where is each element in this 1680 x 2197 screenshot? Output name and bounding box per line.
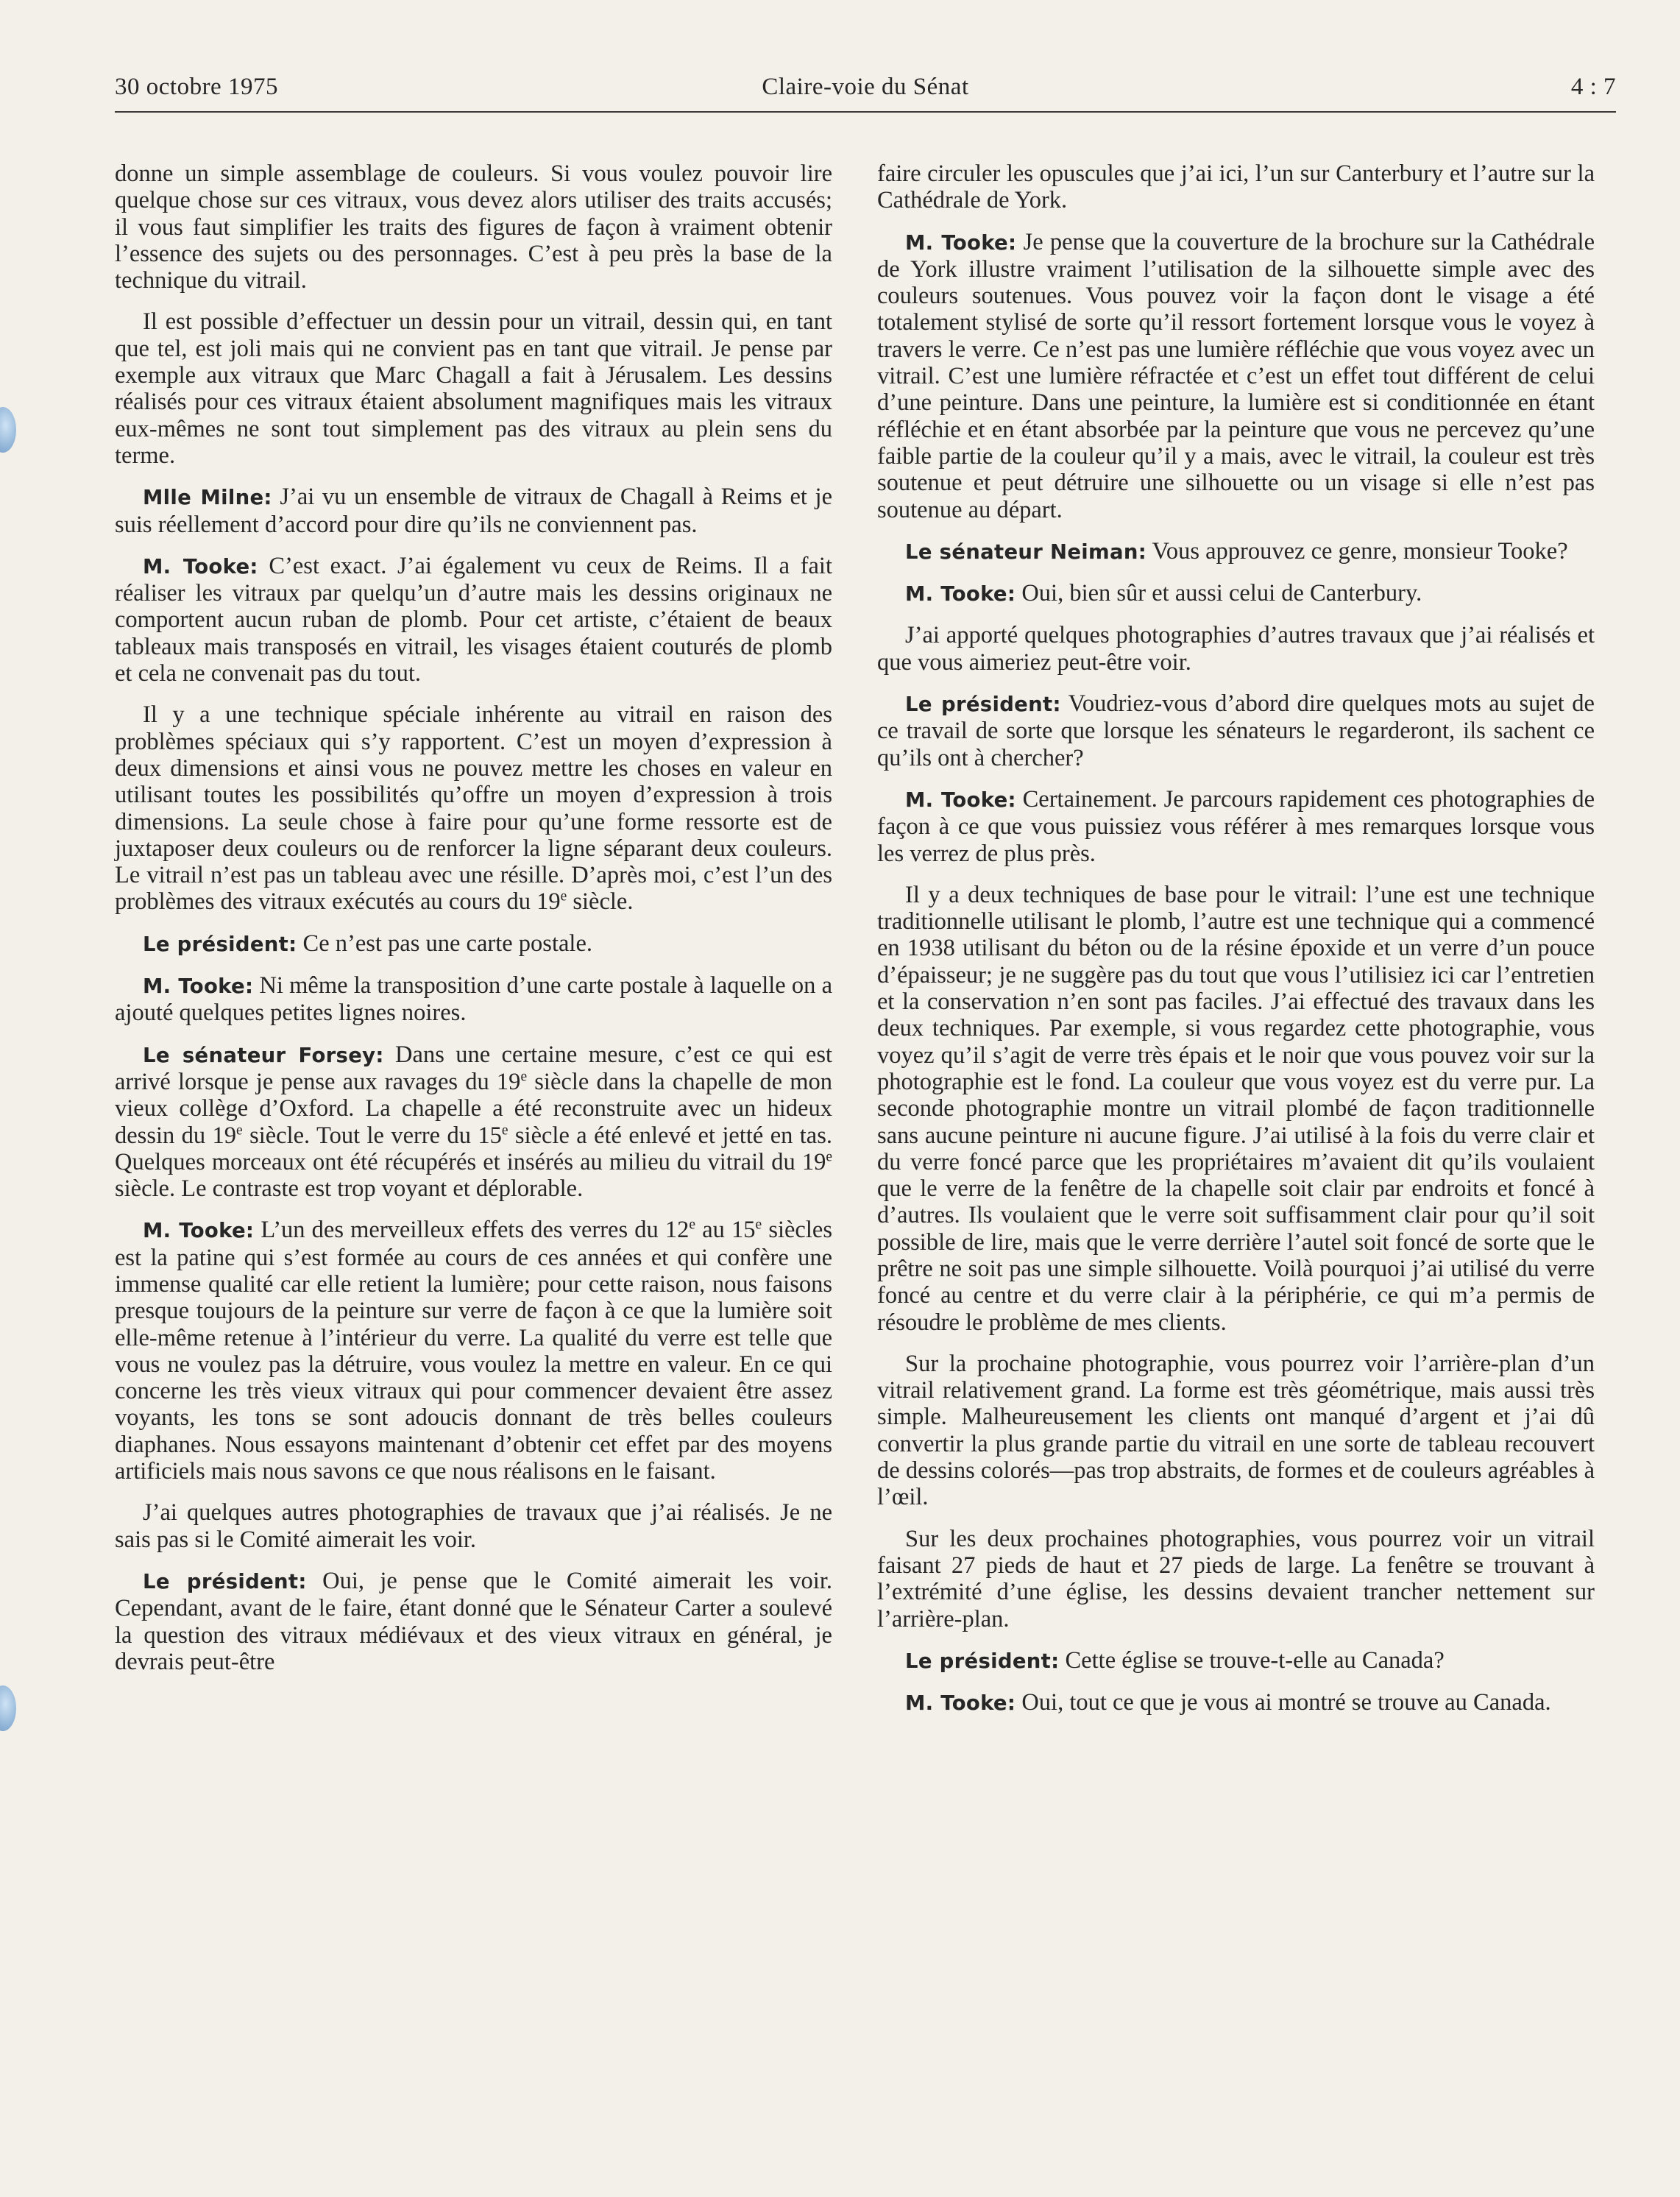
header-page-number: 4 : 7 bbox=[1570, 74, 1616, 100]
paragraph: M. Tooke: Oui, bien sûr et aussi celui de Canterbury. bbox=[905, 580, 1422, 607]
header-date: 30 octobre 1975 bbox=[115, 74, 278, 100]
paragraph: donne un simple assemblage de couleurs. Si vous voulez pouvoir lire quelque chose sur ces vitraux, vous devez alors utiliser des traits accusés; il vous faut simplifier les traits des figures de façon à vraiment obtenir l’essence des sujets ou des personnages. C’est à peu près la base de la technique du vitrail. bbox=[115, 160, 832, 294]
paragraph: Le président: Cette église se trouve-t-elle au Canada? bbox=[905, 1646, 1445, 1674]
paragraph: faire circuler les opuscules que j’ai ici, l’un sur Canterbury et l’autre sur la Cathédrale de York. bbox=[877, 160, 1595, 214]
speaker-name: Mlle Milne: bbox=[143, 486, 272, 510]
speaker-name: M. Tooke: bbox=[905, 230, 1017, 255]
paragraph: Le président: Ce n’est pas une carte postale. bbox=[143, 930, 592, 957]
speaker-name: Le président: bbox=[905, 693, 1061, 717]
paragraph: J’ai apporté quelques photographies d’autres travaux que j’ai réalisés et que vous aimeriez peut-être voir. bbox=[877, 622, 1595, 676]
speaker-name: Le président: bbox=[143, 1569, 307, 1593]
speaker-name: Le président: bbox=[143, 932, 297, 956]
binder-hole-bottom bbox=[0, 1685, 16, 1731]
header-rule bbox=[115, 111, 1616, 113]
speaker-name: M. Tooke: bbox=[143, 974, 254, 999]
paragraph: Sur la prochaine photographie, vous pourrez voir l’arrière-plan d’un vitrail relativement grand. La forme est très géométrique, mais aussi très simple. Malheureusement les clients ont manqué d’argent et j’ai dû convertir la plus grande partie du vitrail en une sorte de tableau recouvert de dessins colorés—pas trop abstraits, de formes et de couleurs agréables à l’œil. bbox=[877, 1350, 1595, 1511]
right-column bbox=[877, 160, 1595, 1731]
paragraph: Le sénateur Neiman: Vous approuvez ce genre, monsieur Tooke? bbox=[905, 537, 1568, 565]
header-publication: Claire-voie du Sénat bbox=[762, 74, 969, 100]
paragraph: Il est possible d’effectuer un dessin pour un vitrail, dessin qui, en tant que tel, est joli mais qui ne convient pas en tant que vitrail. Je pense par exemple aux vitraux que Marc Chagall a fait à Jérusalem. Les dessins réalisés pour ces vitraux étaient absolument magnifiques mais les vitraux eux-mêmes ne sont tout simplement pas des vitraux au plein sens du terme. bbox=[115, 308, 832, 469]
speaker-name: Le président: bbox=[905, 1649, 1060, 1673]
paragraph: M. Tooke: C’est exact. J’ai également vu ceux de Reims. Il a fait réaliser les vitraux par quelqu’un d’autre mais les dessins originaux ne comportent aucun ruban de plomb. Pour cet artiste, c’étaient de beaux tableaux mais transposés en vitrail, les visages étaient couturés de plomb et cela ne convenait pas du tout. bbox=[115, 552, 832, 687]
paragraph: Sur les deux prochaines photographies, vous pourrez voir un vitrail faisant 27 pieds de haut et 27 pieds de large. La fenêtre se trouvant à l’extrémité d’une église, les dessins devaient trancher nettement sur l’arrière-plan. bbox=[877, 1525, 1595, 1632]
speaker-name: M. Tooke: bbox=[905, 582, 1016, 606]
paragraph: Mlle Milne: J’ai vu un ensemble de vitraux de Chagall à Reims et je suis réellement d’accord pour dire qu’ils ne conviennent pas. bbox=[115, 484, 832, 538]
left-column bbox=[115, 160, 832, 1690]
speaker-name: M. Tooke: bbox=[905, 1691, 1016, 1716]
paragraph: Il y a une technique spéciale inhérente au vitrail en raison des problèmes spéciaux qui s’y rapportent. C’est un moyen d’expression à deux dimensions et ainsi vous ne pouvez mettre les choses en valeur en utilisant toutes les possibilités qu’offre un moyen d’expression à trois dimensions. La seule chose à faire pour qu’une forme ressorte est de juxtaposer deux couleurs ou de renforcer la ligne séparant deux couleurs. Le vitrail n’est pas un tableau avec une résille. D’après moi, c’est l’un des problèmes des vitraux exécutés au cours du 19e siècle. bbox=[115, 701, 832, 916]
paragraph: J’ai quelques autres photographies de travaux que j’ai réalisés. Je ne sais pas si le Comité aimerait les voir. bbox=[115, 1499, 832, 1553]
paragraph: Le président: Oui, je pense que le Comité aimerait les voir. Cependant, avant de le faire, étant donné que le Sénateur Carter a soulevé la question des vitraux médiévaux et des vieux vitraux en général, je devrais peut-être bbox=[115, 1567, 832, 1675]
speaker-name: Le sénateur Neiman: bbox=[905, 539, 1146, 564]
page-header bbox=[115, 74, 1616, 109]
paragraph: Il y a deux techniques de base pour le vitrail: l’une est une technique traditionnelle utilisant le plomb, l’autre est une technique qui a commencé en 1938 utilisant du béton ou de la résine époxide et un verre d’un pouce d’épaisseur; je ne suggère pas du tout que vous l’utilisiez ici car l’entretien et la conservation n’en sont pas faciles. J’ai effectué des travaux dans les deux techniques. Par exemple, si vous regardez cette photographie, vous voyez qu’il s’agit de verre très épais et le noir que vous pouvez voir sur la photographie est le fond. La couleur que vous voyez est du verre pur. La seconde photographie montre un vitrail plombé de façon traditionnelle sans aucune peinture ni aucune figure. J’ai utilisé à la fois du verre clair et du verre foncé parce que les propriétaires m’avaient dit qu’ils voulaient que le verre de la fenêtre de la chapelle soit clair par endroits et foncé à d’autres. Ils voulaient que le verre soit suffisamment clair pour qu’il soit possible de lire, mais que le verre derrière l’autel soit foncé de sorte que le prêtre ne soit pas une simple silhouette. Voilà pourquoi j’ai utilisé du verre foncé au centre et du verre clair à la périphérie, ce qui m’a permis de résoudre le problème de mes clients. bbox=[877, 881, 1595, 1336]
paragraph: M. Tooke: Je pense que la couverture de la brochure sur la Cathédrale de York illustre vraiment l’utilisation de la silhouette simple avec des couleurs soutenues. Vous pouvez voir la façon dont le visage a été totalement stylisé de sorte qu’il ressort fortement lorsque vous le voyez à travers le verre. Ce n’est pas une lumière réfléchie que vous voyez avec un vitrail. C’est une lumière réfractée et c’est un effet tout différent de celui d’une peinture. Dans une peinture, la lumière est si conditionnée en étant réfléchie et en étant absorbée par la peinture que vous ne percevez qu’une faible partie de la couleur qu’il y a mais, avec le vitrail, la couleur est très soutenue et peut détruire une silhouette ou un visage si elle n’est pas soutenue au départ. bbox=[877, 228, 1595, 523]
paragraph: Le sénateur Forsey: Dans une certaine mesure, c’est ce qui est arrivé lorsque je pense aux ravages du 19e siècle dans la chapelle de mon vieux collège d’Oxford. La chapelle a été reconstruite avec un hideux dessin du 19e siècle. Tout le verre du 15e siècle a été enlevé et jetté en tas. Quelques morceaux ont été récupérés et insérés au milieu du vitrail du 19e siècle. Le contraste est trop voyant et déplorable. bbox=[115, 1041, 833, 1203]
paragraph: Le président: Voudriez-vous d’abord dire quelques mots au sujet de ce travail de sorte que lorsque les sénateurs le regarderont, ils sachent ce qu’ils ont à chercher? bbox=[877, 690, 1595, 771]
paragraph: M. Tooke: Certainement. Je parcours rapidement ces photographies de façon à ce que vous puissiez vous référer à mes remarques lorsque vous les verrez de plus près. bbox=[877, 785, 1595, 867]
paragraph: M. Tooke: Ni même la transposition d’une carte postale à laquelle on a ajouté quelques petites lignes noires. bbox=[115, 972, 832, 1027]
speaker-name: M. Tooke: bbox=[905, 788, 1016, 812]
binder-hole-top bbox=[0, 407, 16, 453]
speaker-name: M. Tooke: bbox=[143, 554, 258, 579]
speaker-name: M. Tooke: bbox=[143, 1219, 255, 1243]
paragraph: M. Tooke: L’un des merveilleux effets des verres du 12e au 15e siècles est la patine qui s’est formée au cours de ces années et qui confère une immense qualité car elle retient la lumière; pour cette raison, nous faisons presque toujours de la peinture sur verre de façon à ce que la lumière soit elle-même retenue à l’intérieur du verre. La qualité du verre est telle que vous ne voulez pas la détruire, vous voulez la mettre en valeur. En ce qui concerne les très vieux vitraux qui pour commencer devaient être assez voyants, les tons se sont adoucis donnant de très belles couleurs diaphanes. Nous essayons maintenant d’obtenir cet effet par des moyens artificiels mais nous savons ce que nous réalisons en le faisant. bbox=[115, 1217, 832, 1485]
paragraph: M. Tooke: Oui, tout ce que je vous ai montré se trouve au Canada. bbox=[905, 1689, 1551, 1716]
speaker-name: Le sénateur Forsey: bbox=[143, 1043, 384, 1067]
